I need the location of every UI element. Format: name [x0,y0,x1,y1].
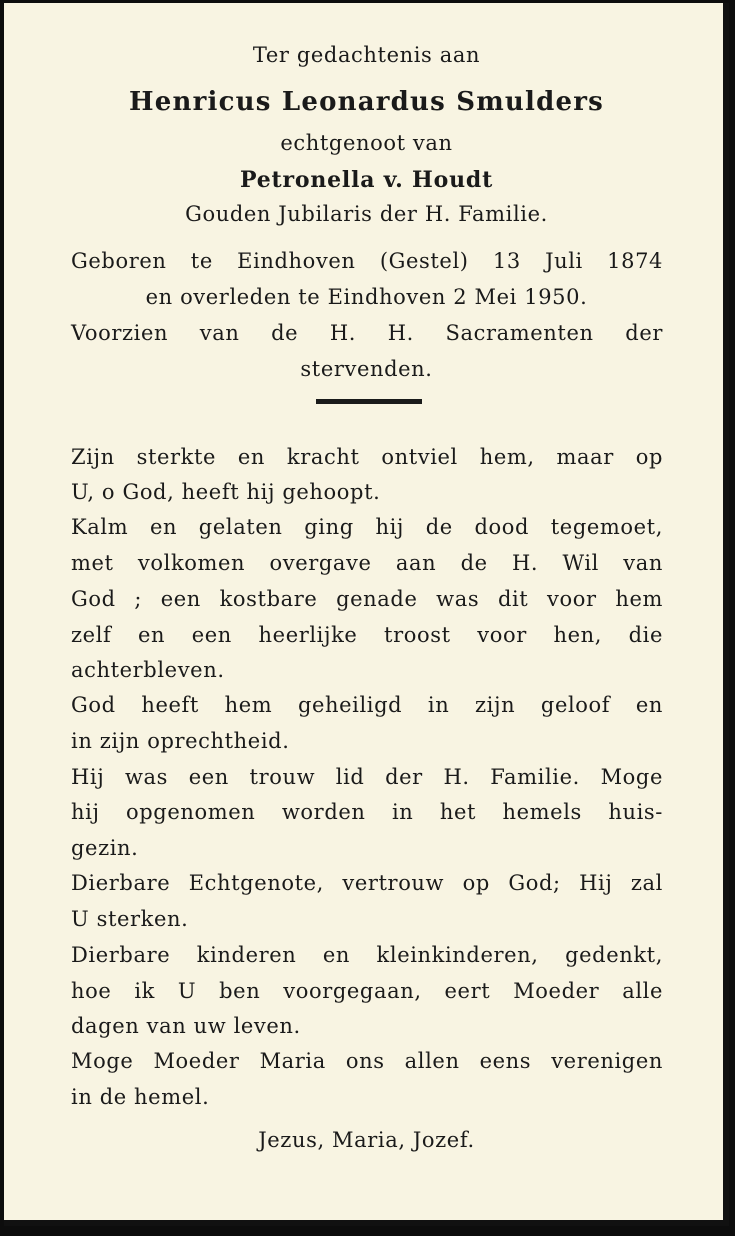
body-line: in zijn oprechtheid. [71,729,290,753]
body-line: Dierbare kinderen en kleinkinderen, gedenkt, [71,943,663,967]
body-line: in de hemel. [71,1085,210,1109]
body-line: Dierbare Echtgenote, vertrouw op God; Hij zal [71,871,663,895]
body-line: hij opgenomen worden in het hemels huis- [71,800,663,824]
body-line: achterbleven. [71,658,225,682]
memorial-card [4,3,729,1226]
divider-rule [316,399,422,404]
body-line: U, o God, heeft hij gehoopt. [71,480,381,504]
intro-text: Ter gedachtenis aan [252,43,481,67]
sacraments-line: Voorzien van de H. H. Sacramenten der [71,321,663,345]
card-shadow-bottom [4,1220,729,1226]
spouse-name: Petronella v. Houdt [239,167,494,193]
body-line: Hij was een trouw lid der H. Familie. Moge [71,765,663,789]
body-line: God heeft hem geheiligd in zijn geloof en [71,693,663,717]
body-line: U sterken. [71,907,189,931]
body-line: Moge Moeder Maria ons allen eens verenigen [71,1049,663,1073]
body-line: hoe ik U ben voorgegaan, eert Moeder alle [71,979,663,1003]
deceased-name: Henricus Leonardus Smulders [129,87,604,117]
body-line: dagen van uw leven. [71,1014,301,1038]
body-line: gezin. [71,836,139,860]
sacraments-line-end: stervenden. [300,357,433,381]
birth-line: Geboren te Eindhoven (Gestel) 13 Juli 1874 [71,249,663,273]
body-line: Zijn sterkte en kracht ontviel hem, maar op [71,445,663,469]
card-shadow-right [723,3,729,1226]
body-line: God ; een kostbare genade was dit voor hem [71,587,663,611]
death-line: en overleden te Eindhoven 2 Mei 1950. [145,285,588,309]
closing-prayer: Jezus, Maria, Jozef. [258,1128,475,1152]
jubilee-text: Gouden Jubilaris der H. Familie. [185,202,548,226]
body-line: zelf en een heerlijke troost voor hen, die [71,623,663,647]
body-line: met volkomen overgave aan de H. Wil van [71,551,663,575]
body-line: Kalm en gelaten ging hij de dood tegemoet, [71,515,663,539]
spouse-intro: echtgenoot van [280,131,453,155]
